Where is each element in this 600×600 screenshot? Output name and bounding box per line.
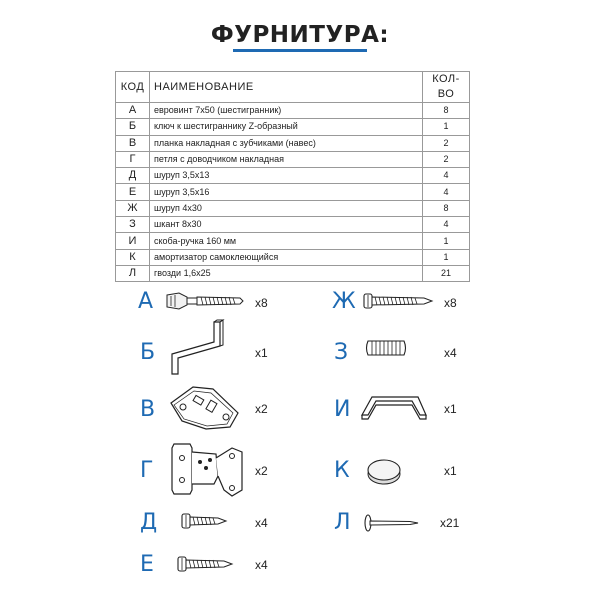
header-name: НАИМЕНОВАНИЕ bbox=[150, 72, 423, 103]
row-qty: 4 bbox=[423, 184, 470, 200]
row-name: шуруп 4х30 bbox=[150, 200, 423, 216]
part-count: x2 bbox=[255, 402, 268, 416]
table-row bbox=[116, 184, 470, 200]
part-letter: К bbox=[334, 458, 350, 483]
row-code: Е bbox=[116, 184, 150, 200]
part-count: x4 bbox=[255, 558, 268, 572]
row-code: А bbox=[116, 103, 150, 119]
part-letter: Б bbox=[140, 340, 156, 365]
row-code: З bbox=[116, 217, 150, 233]
row-qty: 2 bbox=[423, 151, 470, 167]
z-hex-key-icon bbox=[168, 318, 233, 378]
part-letter: Л bbox=[334, 510, 351, 535]
row-qty: 21 bbox=[423, 265, 470, 281]
part-letter: Д bbox=[140, 510, 158, 535]
row-qty: 1 bbox=[423, 233, 470, 249]
table-row bbox=[116, 135, 470, 151]
bumper-pad-icon bbox=[366, 458, 402, 486]
row-code: Д bbox=[116, 168, 150, 184]
row-code: И bbox=[116, 233, 150, 249]
row-code: Б bbox=[116, 119, 150, 135]
euro-screw-icon bbox=[165, 290, 245, 312]
table-row bbox=[116, 249, 470, 265]
row-code: К bbox=[116, 249, 150, 265]
table-row bbox=[116, 200, 470, 216]
part-count: x1 bbox=[255, 346, 268, 360]
row-qty: 8 bbox=[423, 103, 470, 119]
part-letter: И bbox=[334, 397, 351, 422]
row-qty: 1 bbox=[423, 119, 470, 135]
table-row bbox=[116, 151, 470, 167]
table-row bbox=[116, 265, 470, 281]
row-name: шкант 8х30 bbox=[150, 217, 423, 233]
title-underline bbox=[233, 49, 367, 52]
dowel-icon bbox=[364, 338, 408, 358]
row-name: петля с доводчиком накладная bbox=[150, 151, 423, 167]
row-name: амортизатор самоклеющийся bbox=[150, 249, 423, 265]
nail-icon bbox=[360, 512, 420, 534]
part-letter: Е bbox=[140, 552, 154, 577]
short-screw-icon bbox=[180, 512, 228, 530]
part-letter: Г bbox=[140, 458, 154, 483]
part-count: x8 bbox=[444, 296, 457, 310]
row-qty: 2 bbox=[423, 135, 470, 151]
hinge-icon bbox=[168, 440, 248, 500]
table-row bbox=[116, 217, 470, 233]
row-qty: 4 bbox=[423, 217, 470, 233]
part-letter: З bbox=[334, 340, 349, 365]
row-name: шуруп 3,5х13 bbox=[150, 168, 423, 184]
part-letter: Ж bbox=[332, 289, 356, 314]
row-code: Ж bbox=[116, 200, 150, 216]
part-count: x1 bbox=[444, 464, 457, 478]
row-name: евровинт 7х50 (шестигранник) bbox=[150, 103, 423, 119]
part-count: x8 bbox=[255, 296, 268, 310]
page-title: ФУРНИТУРА: bbox=[210, 22, 390, 48]
row-qty: 4 bbox=[423, 168, 470, 184]
row-name: планка накладная с зубчиками (навес) bbox=[150, 135, 423, 151]
part-letter: А bbox=[138, 289, 154, 314]
part-count: x2 bbox=[255, 464, 268, 478]
part-letter: В bbox=[140, 397, 156, 422]
screw-icon bbox=[176, 555, 234, 573]
header-qty: КОЛ-ВО bbox=[423, 72, 470, 103]
row-name: шуруп 3,5х16 bbox=[150, 184, 423, 200]
mounting-plate-icon bbox=[168, 383, 243, 431]
row-name: гвозди 1,6х25 bbox=[150, 265, 423, 281]
row-code: В bbox=[116, 135, 150, 151]
part-count: x21 bbox=[440, 516, 460, 530]
long-screw-icon bbox=[362, 292, 434, 310]
part-count: x4 bbox=[444, 346, 457, 360]
table-row bbox=[116, 168, 470, 184]
table-row bbox=[116, 119, 470, 135]
table-header-row bbox=[116, 72, 470, 103]
part-count: x1 bbox=[444, 402, 457, 416]
row-code: Г bbox=[116, 151, 150, 167]
row-name: скоба-ручка 160 мм bbox=[150, 233, 423, 249]
header-code: КОД bbox=[116, 72, 150, 103]
table-row bbox=[116, 233, 470, 249]
row-qty: 1 bbox=[423, 249, 470, 265]
handle-icon bbox=[358, 385, 430, 423]
table-row bbox=[116, 103, 470, 119]
row-code: Л bbox=[116, 265, 150, 281]
parts-table bbox=[115, 71, 470, 282]
part-count: x4 bbox=[255, 516, 268, 530]
row-qty: 8 bbox=[423, 200, 470, 216]
row-name: ключ к шестиграннику Z-образный bbox=[150, 119, 423, 135]
